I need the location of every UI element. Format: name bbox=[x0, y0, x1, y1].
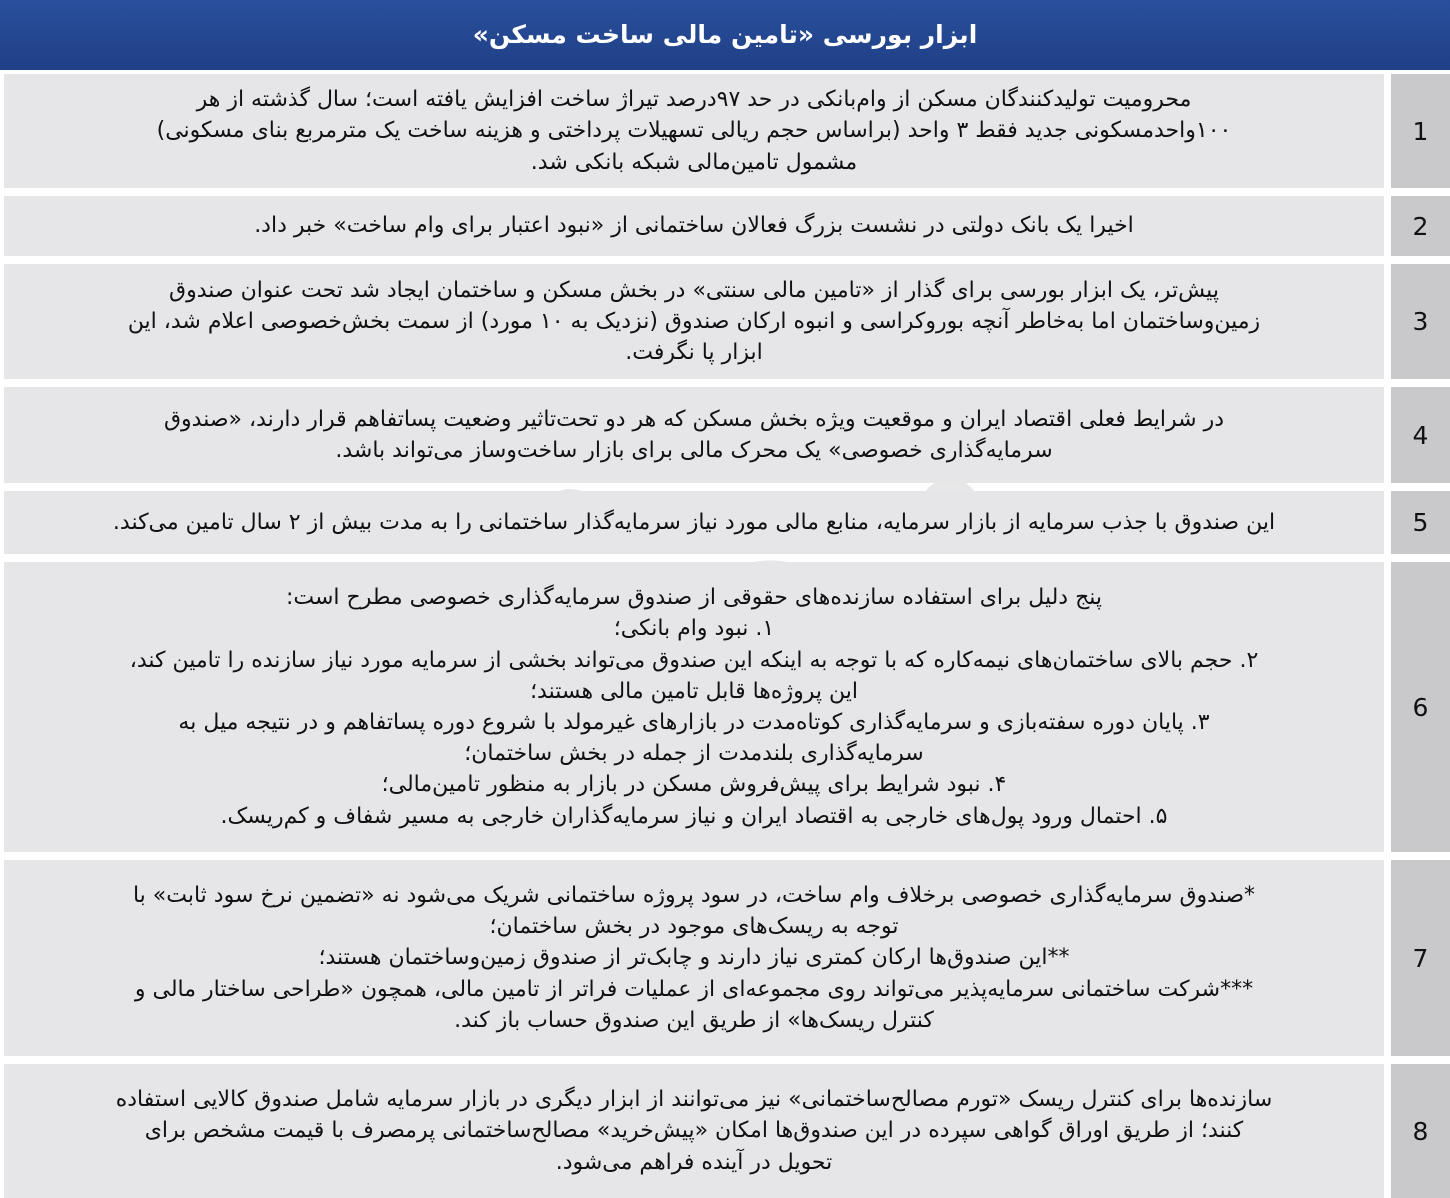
row-text-line: این صندوق با جذب سرمایه از بازار سرمایه، منابع مالی مورد نیاز سرمایه‌گذار ساختمانی را به مدت بیش از ۲ سال تامین می‌کند. bbox=[112, 509, 1276, 535]
row-text-line: محرومیت تولیدکنندگان مسکن از وام‌بانکی در حد ۹۷درصد تیراژ ساخت افزایش یافته است؛ سال گذشته از هر bbox=[196, 87, 1192, 113]
table-row bbox=[0, 562, 1450, 852]
table-row bbox=[0, 860, 1450, 1056]
row-text-line: توجه به ریسک‌های موجود در بخش ساختمان؛ bbox=[489, 914, 899, 940]
row-text-cell bbox=[4, 1064, 1384, 1198]
row-text-line: *صندوق سرمایه‌گذاری خصوصی برخلاف وام ساخت، در سود پروژه ساختمانی شریک می‌شود نه «تضمین نرخ سود ثابت» با bbox=[132, 882, 1256, 908]
row-text-line: کنند؛ از طریق اوراق گواهی سپرده در این صندوق‌ها امکان «پیش‌خرید» مصالح‌ساختمانی پرمصرف با قیمت مشخص برای bbox=[144, 1118, 1244, 1144]
row-text-line: ۱۰۰واحدمسکونی جدید فقط ۳ واحد (براساس حجم ریالی تسهیلات پرداختی و هزینه ساخت یک مترمربع بنای مسکونی) bbox=[156, 118, 1232, 144]
row-number-cell bbox=[1391, 387, 1450, 483]
row-text-cell bbox=[4, 196, 1384, 256]
row-text-line: کنترل ریسک‌ها» از طریق این صندوق حساب باز کند. bbox=[454, 1007, 934, 1033]
row-text-line: ۲. حجم بالای ساختمان‌های نیمه‌کاره که با توجه به اینکه این صندوق می‌تواند بخشی از سرمایه مورد نیاز سازنده را تامین کند، bbox=[129, 647, 1259, 673]
row-number: 2 bbox=[1412, 211, 1429, 241]
row-text-line: در شرایط فعلی اقتصاد ایران و موقعیت ویژه بخش مسکن که هر دو تحت‌تاثیر وضعیت پساتفاهم قرار دارند، «صندوق bbox=[163, 406, 1225, 432]
row-text-line: ۴. نبود شرایط برای پیش‌فروش مسکن در بازار به منظور تامین‌مالی؛ bbox=[381, 772, 1007, 798]
row-number-cell bbox=[1391, 264, 1450, 379]
row-text-line: ۵. احتمال ورود پول‌های خارجی به اقتصاد ایران و نیاز سرمایه‌گذاران خارجی به مسیر شفاف و کم‌ریسک. bbox=[220, 803, 1168, 829]
row-text-line: پنج دلیل برای استفاده سازنده‌های حقوقی از صندوق سرمایه‌گذاری خصوصی مطرح است: bbox=[285, 585, 1103, 611]
row-number-cell bbox=[1391, 196, 1450, 256]
row-text-cell bbox=[4, 562, 1384, 852]
row-text-line: سرمایه‌گذاری بلندمدت از جمله در بخش ساختمان؛ bbox=[464, 741, 924, 767]
table-row bbox=[0, 1064, 1450, 1198]
row-text-cell bbox=[4, 860, 1384, 1056]
row-text-line: مشمول تامین‌مالی شبکه بانکی شد. bbox=[530, 149, 858, 175]
row-text-line: ۳. پایان دوره سفته‌بازی و سرمایه‌گذاری کوتاه‌مدت در بازارهای غیرمولد با شروع دوره پساتفاهم و در نتیجه میل به bbox=[178, 710, 1210, 735]
row-number-cell bbox=[1391, 491, 1450, 554]
row-number-cell bbox=[1391, 860, 1450, 1056]
row-text-line: ***شرکت ساختمانی سرمایه‌پذیر می‌تواند روی مجموعه‌ای از عملیات فراتر از تامین مالی، همچون «طراحی ساختار مالی و bbox=[134, 976, 1254, 1002]
row-text-line: تحویل در آینده فراهم می‌شود. bbox=[555, 1149, 833, 1175]
row-text-cell bbox=[4, 387, 1384, 483]
row-number: 3 bbox=[1412, 307, 1429, 336]
row-number-cell bbox=[1391, 1064, 1450, 1198]
table-row bbox=[0, 196, 1450, 256]
table-row bbox=[0, 387, 1450, 483]
row-text-cell bbox=[4, 264, 1384, 379]
row-number: 4 bbox=[1412, 420, 1429, 450]
table-row bbox=[0, 264, 1450, 379]
row-text-line: ابزار پا نگرفت. bbox=[625, 340, 763, 366]
row-text-line: **این صندوق‌ها ارکان کمتری نیاز دارند و چابک‌تر از صندوق زمین‌وساختمان هستند؛ bbox=[318, 945, 1070, 971]
row-text-line: سرمایه‌گذاری خصوصی» یک محرک مالی برای بازار ساخت‌وساز می‌تواند باشد. bbox=[335, 438, 1053, 463]
row-number: 8 bbox=[1412, 1116, 1429, 1146]
row-text-line: این پروژه‌ها قابل تامین مالی هستند؛ bbox=[530, 678, 858, 704]
row-number: 1 bbox=[1412, 116, 1429, 146]
row-number: 5 bbox=[1412, 508, 1429, 537]
table-row bbox=[0, 74, 1450, 188]
row-text-line: پیش‌تر، یک ابزار بورسی برای گذار از «تامین مالی سنتی» در بخش مسکن و ساختمان ایجاد شد تحت عنوان صندوق bbox=[169, 277, 1219, 303]
row-number: 6 bbox=[1412, 692, 1429, 722]
table-row bbox=[0, 491, 1450, 554]
row-text-cell bbox=[4, 74, 1384, 188]
row-number-cell bbox=[1391, 74, 1450, 188]
row-number-cell bbox=[1391, 562, 1450, 852]
row-text-line: ۱. نبود وام بانکی؛ bbox=[613, 616, 775, 642]
row-text-line: زمین‌وساختمان اما به‌خاطر آنچه بوروکراسی و انبوه ارکان صندوق (نزدیک به ۱۰ مورد) از سمت بخش‌خصوصی اعلام شد، این bbox=[127, 308, 1261, 334]
row-text-line: اخیرا یک بانک دولتی در نشست بزرگ فعالان ساختمانی از «نبود اعتبار برای وام ساخت» خبر داد. bbox=[254, 213, 1134, 239]
table-title: ابزار بورسی «تامین مالی ساخت مسکن» bbox=[0, 0, 1450, 70]
row-text-line: سازنده‌ها برای کنترل ریسک «تورم مصالح‌ساختمانی» نیز می‌توانند از ابزار دیگری در بازار سرمایه شامل صندوق کالایی استفاده bbox=[115, 1087, 1273, 1113]
row-text-cell bbox=[4, 491, 1384, 554]
row-number: 7 bbox=[1412, 943, 1429, 973]
